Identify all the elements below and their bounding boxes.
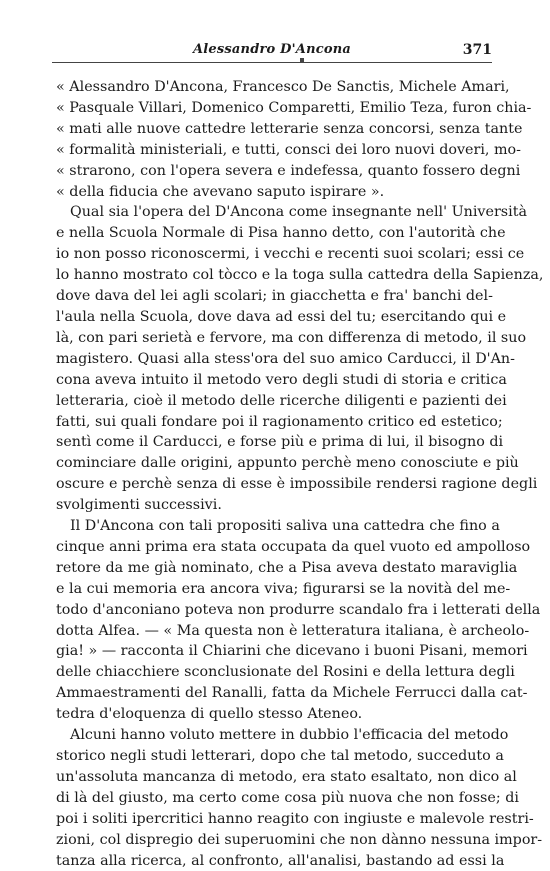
text-line: tedra d'eloquenza di quello stesso Ateneo. (56, 706, 363, 723)
text-line: cona aveva intuito il metodo vero degli studi di storia e critica (56, 371, 507, 388)
text-line: Il D'Ancona con tali propositi saliva una cattedra che fino a (70, 518, 500, 535)
text-line: e la cui memoria era ancora viva; figurarsi se la novità del me- (56, 580, 511, 597)
text-line: Ammaestramenti del Ranalli, fatta da Michele Ferrucci dalla cat- (56, 685, 528, 702)
text-line: fatti, sui quali fondare poi il ragionamento critico ed estetico; (56, 413, 503, 430)
text-line: cinque anni prima era stata occupata da quel vuoto ed ampolloso (56, 538, 531, 555)
text-line: Alcuni hanno voluto mettere in dubbio l'efficacia del metodo (70, 727, 509, 744)
text-line: lo hanno mostrato col tòcco e la toga sulla cattedra della Sapienza, (56, 267, 544, 284)
text-line: delle chiacchiere sconclusionate del Rosini e della lettura degli (56, 664, 515, 681)
body-text (56, 77, 544, 871)
text-line: di là del giusto, ma certo come cosa più nuova che non fosse; di (56, 789, 519, 806)
text-line: là, con pari serietà e fervore, ma con differenza di metodo, il suo (56, 329, 527, 346)
text-line: svolgimenti successivi. (56, 497, 222, 514)
page-header (52, 40, 492, 63)
text-line: todo d'anconiano poteva non produrre scandalo fra i letterati della (56, 601, 541, 618)
text-line: un'assoluta mancanza di metodo, era stato esaltato, non dico al (56, 768, 517, 785)
text-line: « Alessandro D'Ancona, Francesco De Sanctis, Michele Amari, (56, 79, 510, 95)
text-line: sentì come il Carducci, e forse più e prima di lui, il bisogno di (56, 434, 504, 451)
text-line: zioni, col dispregio dei superuomini che non dànno nessuna impor- (56, 831, 543, 848)
text-line: poi i soliti ipercritici hanno reagito con ingiuste e malevole restri- (56, 810, 534, 827)
text-line: magistero. Quasi alla stess'ora del suo amico Carducci, il D'An- (56, 350, 515, 367)
text-line: letteraria, cioè il metodo delle ricerche diligenti e pazienti dei (56, 392, 507, 409)
text-line: l'aula nella Scuola, dove dava ad essi del tu; esercitando qui e (56, 308, 507, 325)
page-number: 371 (462, 42, 492, 58)
text-line: e nella Scuola Normale di Pisa hanno detto, con l'autorità che (56, 225, 506, 242)
text-line: oscure e perchè senza di esse è impossibile rendersi ragione degli (56, 476, 538, 493)
text-line: cominciare dalle origini, appunto perchè meno conosciute e più (56, 455, 519, 472)
text-line: io non posso riconoscermi, i vecchi e recenti suoi scolari; essi ce (56, 246, 525, 263)
text-line: retore da me già nominato, che a Pisa aveva destato maraviglia (56, 559, 518, 576)
header-ornament (300, 58, 304, 62)
text-line: « strarono, con l'opera severa e indefessa, quanto fossero degni (56, 162, 521, 179)
text-line: dotta Alfea. — « Ma questa non è letteratura italiana, è archeolo- (56, 622, 530, 639)
text-line: gia! » — racconta il Chiarini che dicevano i buoni Pisani, memori (56, 643, 528, 660)
text-line: « della fiducia che avevano saputo ispirare ». (56, 183, 385, 200)
text-line: tanza alla ricerca, al confronto, all'analisi, bastando ad essi la (56, 852, 505, 869)
text-line: storico negli studi letterari, dopo che tal metodo, succeduto a (56, 748, 504, 764)
text-line: dove dava del lei agli scolari; in giacchetta e fra' banchi del- (56, 288, 493, 305)
text-line: « mati alle nuove cattedre letterarie senza concorsi, senza tante (56, 120, 523, 137)
text-line: Qual sia l'opera del D'Ancona come insegnante nell' Università (70, 204, 527, 221)
text-line: « formalità ministeriali, e tutti, consci dei loro nuovi doveri, mo- (56, 141, 521, 158)
running-title: Alessandro D'Ancona (193, 42, 351, 57)
text-line: « Pasquale Villari, Domenico Comparetti, Emilio Teza, furon chia- (56, 99, 532, 116)
